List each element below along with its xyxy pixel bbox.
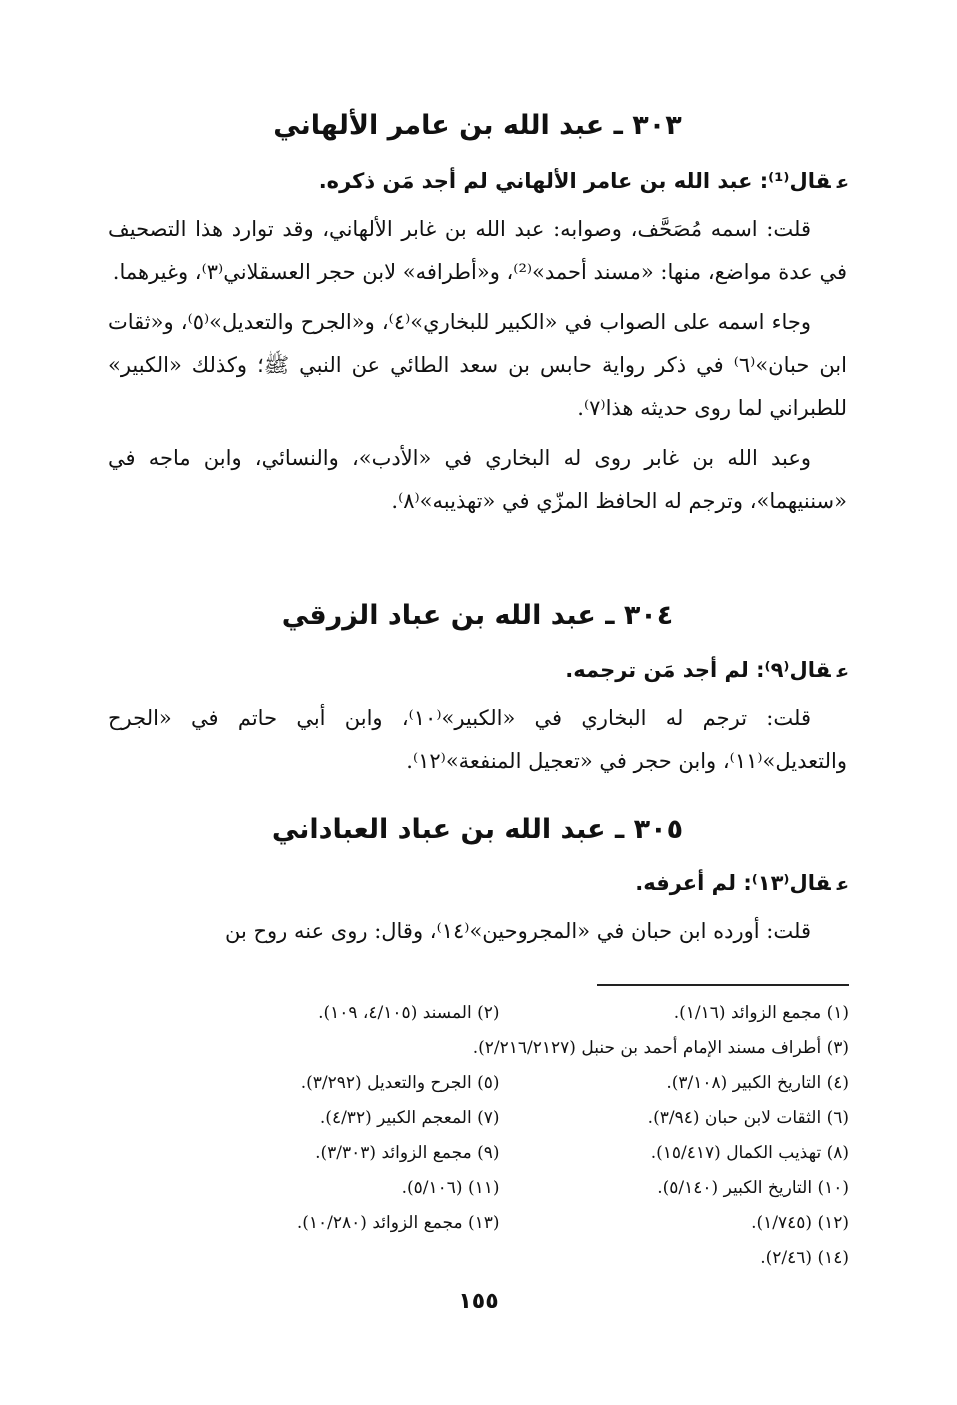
footnote-row (150, 1241, 849, 1276)
footnote: (١٣) مجمع الزوائد (١٠/٢٨٠). (296, 1213, 500, 1233)
footnote-row (150, 996, 849, 1031)
footnote: (١٤) (٢/٤٦). (760, 1248, 849, 1268)
footnote: (٦) الثقات لابن حبان (٣/٩٤). (647, 1108, 849, 1128)
footnote: (٧) المعجم الكبير (٤/٣٢). (319, 1108, 500, 1128)
footnote-row (150, 1066, 849, 1101)
footnote-separator (597, 984, 849, 986)
qal-line-304 (108, 653, 849, 689)
paragraph: قلت: أورده ابن حبان في «المجروحين»⁽١٤⁾، وقال: روى عنه روح بن (224, 919, 811, 943)
qal-text: قال⁽٩⁾: لم أجد مَن ترجمه. (565, 658, 831, 682)
footnote-row (150, 1206, 849, 1241)
footnote: (٢) المسند (٤/١٠٥، ١٠٩). (318, 1003, 500, 1023)
footnote-row (150, 1031, 849, 1066)
qal-line-305 (108, 866, 849, 902)
footnote-row (150, 1136, 849, 1171)
footnotes (150, 996, 849, 1276)
section-304-body (108, 697, 847, 783)
qal-marker-icon: ع (836, 661, 849, 682)
footnote: (٤) التاريخ الكبير (٣/١٠٨). (666, 1073, 849, 1093)
paragraph: وعبد الله بن غابر روى له البخاري في «الأدب»، والنسائي، وابن ماجه في «سننيهما»، وترجم له الحافظ المزّي في «تهذيبه»⁽٨⁾. (108, 446, 847, 513)
footnote: (١) مجمع الزوائد (١/١٦). (673, 1003, 849, 1023)
footnote-row (150, 1101, 849, 1136)
qal-text: قال⁽١٣⁾: لم أعرفه. (635, 871, 831, 895)
paragraph: قلت: اسمه مُصَحَّف، وصوابه: عبد الله بن غابر الألهاني، وقد توارد هذا التصحيف في عدة مواضع، منها: «مسند أحمد»⁽²⁾، و«أطرافه» لابن حجر العسقلاني⁽٣⁾، وغيرهما. (108, 217, 847, 284)
footnote: (٣) أطراف مسند الإمام أحمد بن حنبل (٢/٢١٦/٢١٢٧). (472, 1038, 849, 1058)
paragraph: وجاء اسمه على الصواب في «الكبير للبخاري»⁽٤⁾، و«الجرح والتعديل»⁽٥⁾، و«ثقات ابن حبان»⁽٦⁾ في ذكر رواية حابس بن سعد الطائي عن النبي ﷺ؛ وكذلك «الكبير» للطبراني لما روى حديثه هذا⁽٧⁾. (108, 310, 847, 420)
entry-heading-303: ٣٠٣ ـ عبد الله بن عامر الألهاني (273, 110, 682, 141)
qal-marker-icon: ع (836, 874, 849, 895)
footnote: (١١) (٥/١٠٦). (401, 1178, 500, 1198)
section-305-body (108, 910, 847, 953)
page-number: ١٥٥ (458, 1289, 499, 1314)
qal-line-303 (108, 164, 849, 200)
footnote: (٨) تهذيب الكمال (١٥/٤١٧). (650, 1143, 849, 1163)
qal-text: قال⁽¹⁾: عبد الله بن عامر الألهاني لم أجد مَن ذكره. (318, 169, 831, 193)
footnote: (٥) الجرح والتعديل (٣/٢٩٢). (300, 1073, 500, 1093)
footnote: (١٠) التاريخ الكبير (٥/١٤٠). (657, 1178, 849, 1198)
paragraph: قلت: ترجم له البخاري في «الكبير»⁽١٠⁾، وابن أبي حاتم في «الجرح والتعديل»⁽١١⁾، وابن حجر في «تعجيل المنفعة»⁽١٢⁾. (108, 706, 847, 773)
footnote: (٩) مجمع الزوائد (٣/٣٠٣). (315, 1143, 500, 1163)
entry-heading-305: ٣٠٥ ـ عبد الله بن عباد العباداني (271, 814, 684, 845)
footnote: (١٢) (١/٧٤٥). (751, 1213, 849, 1233)
entry-heading-304: ٣٠٤ ـ عبد الله بن عباد الزرقي (281, 600, 674, 631)
section-303-body (108, 208, 847, 523)
qal-marker-icon: ع (836, 172, 849, 193)
footnote-row (150, 1171, 849, 1206)
